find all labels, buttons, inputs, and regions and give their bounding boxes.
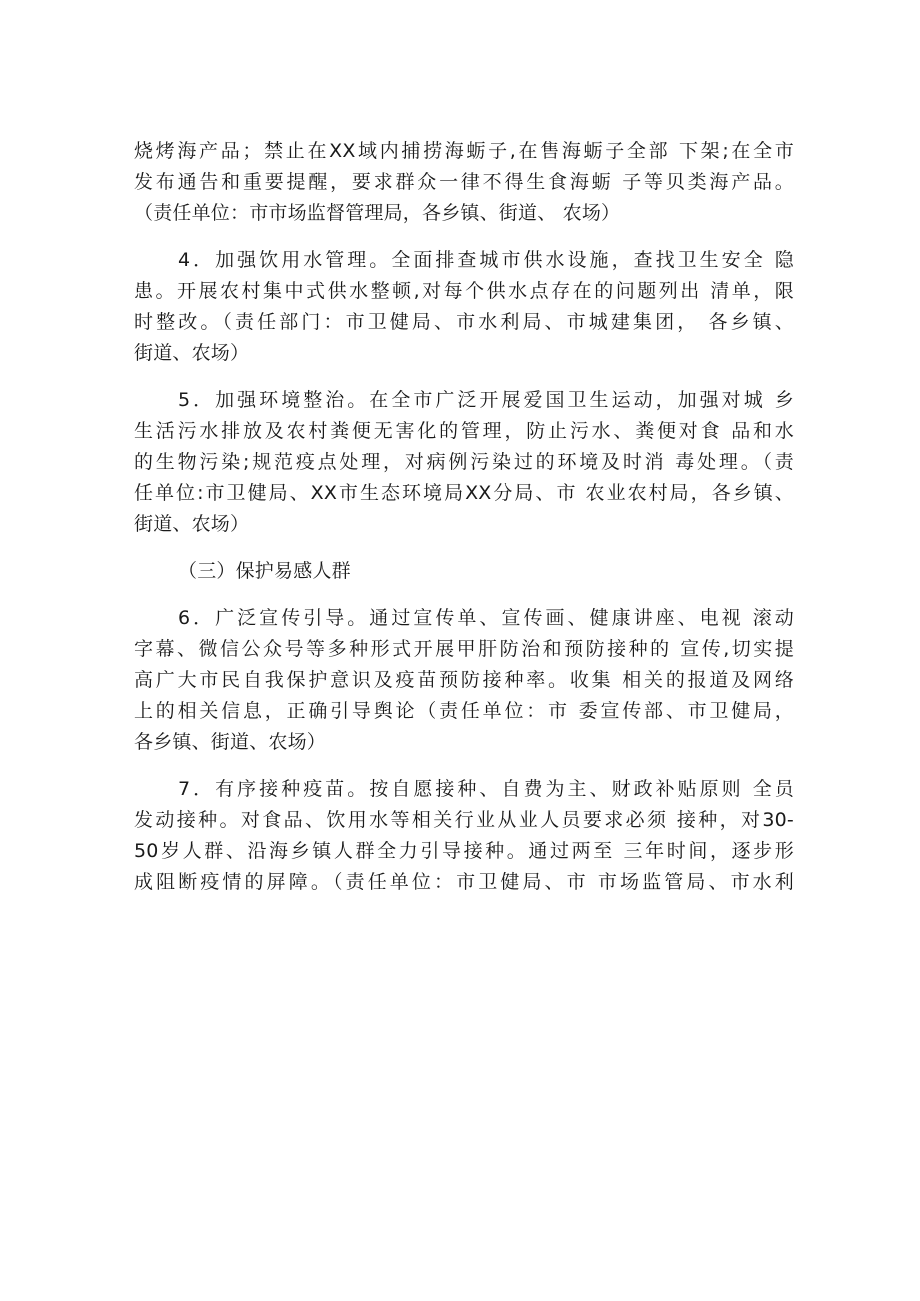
text-line: 上的相关信息，正确引导舆论（责任单位：市 委宣传部、市卫健局， [134,700,794,722]
text-line: 7．有序接种疫苗。按自愿接种、自费为主、财政补贴原则 全员 [178,778,794,800]
section-heading [134,560,794,591]
text-line: 患。开展农村集中式供水整顿,对每个供水点存在的问题列出 清单，限 [134,280,794,302]
text-line: 的生物污染;规范疫点处理，对病例污染过的环境及时消 毒处理。（责 [134,451,794,473]
text-line: 发布通告和重要提醒，要求群众一律不得生食海蛎 子等贝类海产品。 [134,171,794,193]
text-line: 各乡镇、街道、农场） [134,731,327,753]
text-line: 时整改。（责任部门：市卫健局、市水利局、市城建集团， 各乡镇、 [134,311,794,333]
text-line: 5．加强环境整治。在全市广泛开展爱国卫生运动，加强对城 乡 [178,389,794,411]
text-line: 4．加强饮用水管理。全面排查城市供水设施，查找卫生安全 隐 [178,249,794,271]
paragraph-item-4 [134,249,794,373]
text-line: 发动接种。对食品、饮用水等相关行业从业人员要求必须 接种，对30- [134,809,794,831]
text-line: 50岁人群、沿海乡镇人群全力引导接种。通过两至 三年时间，逐步形 [134,840,794,862]
text-line: 街道、农场） [134,513,250,535]
text-line: 街道、农场） [134,342,250,364]
text-line: （责任单位：市市场监督管理局，各乡镇、街道、 农场） [134,202,621,224]
text-line: 烧烤海产品；禁止在XX域内捕捞海蛎子,在售海蛎子全部 下架;在全市 [134,140,794,162]
text-line: 高广大市民自我保护意识及疫苗预防接种率。收集 相关的报道及网络 [134,669,794,691]
text-line: 生活污水排放及农村粪便无害化的管理，防止污水、粪便对食 品和水 [134,420,794,442]
paragraph-continuation [134,140,794,233]
paragraph-item-7 [134,778,794,902]
text-line: 成阻断疫情的屏障。（责任单位：市卫健局、市 市场监管局、市水利 [134,871,794,893]
text-line: 6．广泛宣传引导。通过宣传单、宣传画、健康讲座、电视 滚动 [178,607,794,629]
paragraph-item-6 [134,607,794,762]
text-line: 字幕、微信公众号等多种形式开展甲肝防治和预防接种的 宣传,切实提 [134,638,794,660]
section-heading-text: （三）保护易感人群 [178,560,351,582]
paragraph-item-5 [134,389,794,544]
text-line: 任单位:市卫健局、XX市生态环境局XX分局、市 农业农村局，各乡镇、 [134,482,794,504]
document-body [134,140,794,902]
